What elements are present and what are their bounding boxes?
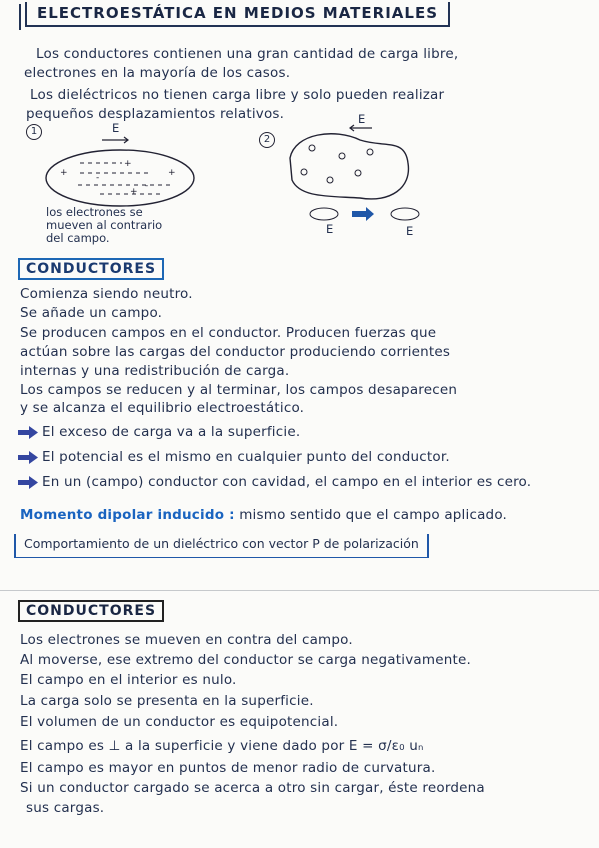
svg-text:-: -: [145, 181, 149, 191]
intro-line: electrones en la mayoría de los casos.: [24, 65, 291, 81]
bullet-item: El exceso de carga va a la superficie.: [18, 424, 300, 440]
dipole-label: Momento dipolar inducido :: [20, 507, 235, 523]
svg-text:+: +: [124, 159, 132, 169]
arrow-icon: [18, 426, 38, 439]
section2-line: Al moverse, ese extremo del conductor se carga negativamente.: [20, 652, 471, 668]
section2-line: El campo en el interior es nulo.: [20, 672, 237, 688]
svg-text:+: +: [60, 168, 68, 178]
arrow-icon: [18, 476, 38, 489]
section1-line: Se añade un campo.: [20, 305, 163, 321]
figure-1-conductor-diagram: [40, 130, 210, 210]
dielectric-box: Comportamiento de un dieléctrico con vector P de polarización: [14, 534, 429, 558]
figure-1-field-label: E: [112, 121, 120, 135]
svg-text:+: +: [168, 168, 176, 178]
section1-line: Los campos se reducen y al terminar, los campos desaparecen: [20, 382, 458, 398]
section-heading-conductores-2: CONDUCTORES: [18, 600, 164, 622]
section2-line: El campo es mayor en puntos de menor radio de curvatura.: [20, 760, 436, 776]
figure-1-number: 1: [26, 124, 42, 140]
figure-2-label-right: E: [406, 224, 414, 238]
intro-line: Los dieléctricos no tienen carga libre y solo pueden realizar: [30, 87, 445, 103]
section2-line: Los electrones se mueven en contra del campo.: [20, 632, 353, 648]
dipole-text: mismo sentido que el campo aplicado.: [239, 507, 508, 523]
divider: [0, 590, 599, 591]
figure-2-label-left: E: [326, 222, 334, 236]
section2-line: El volumen de un conductor es equipotencial.: [20, 714, 339, 730]
figure-2-number: 2: [259, 132, 275, 148]
section1-line: actúan sobre las cargas del conductor produciendo corrientes: [20, 344, 451, 360]
svg-text:-: -: [96, 173, 100, 183]
section-heading-conductores: CONDUCTORES: [18, 258, 164, 280]
bullet-item: El potencial es el mismo en cualquier punto del conductor.: [18, 449, 450, 465]
section1-line: y se alcanza el equilibrio electroestático.: [20, 400, 305, 416]
arrow-icon: [18, 451, 38, 464]
figure-2-field-label: E: [358, 112, 366, 126]
dipole-line: [20, 507, 507, 523]
intro-line: Los conductores contienen una gran cantidad de carga libre,: [36, 46, 459, 62]
bullet-item: En un (campo) conductor con cavidad, el campo en el interior es cero.: [18, 474, 531, 490]
section2-line: La carga solo se presenta en la superficie.: [20, 693, 314, 709]
intro-line: pequeños desplazamientos relativos.: [26, 106, 285, 122]
svg-text:+: +: [130, 187, 138, 197]
figure-1-caption: los electrones se mueven al contrario del campo.: [46, 205, 163, 245]
section1-line: Se producen campos en el conductor. Producen fuerzas que: [20, 325, 437, 341]
section2-line: sus cargas.: [26, 800, 105, 816]
section2-line: El campo es ⊥ a la superficie y viene dado por E = σ/ε₀ uₙ: [20, 738, 424, 754]
section1-line: internas y una redistribución de carga.: [20, 363, 290, 379]
figure-2-dielectric-diagram: [280, 118, 430, 238]
section1-line: Comienza siendo neutro.: [20, 286, 193, 302]
section2-line: Si un conductor cargado se acerca a otro sin cargar, éste reordena: [20, 780, 485, 796]
page-title: ELECTROESTÁTICA EN MEDIOS MATERIALES: [25, 2, 450, 27]
